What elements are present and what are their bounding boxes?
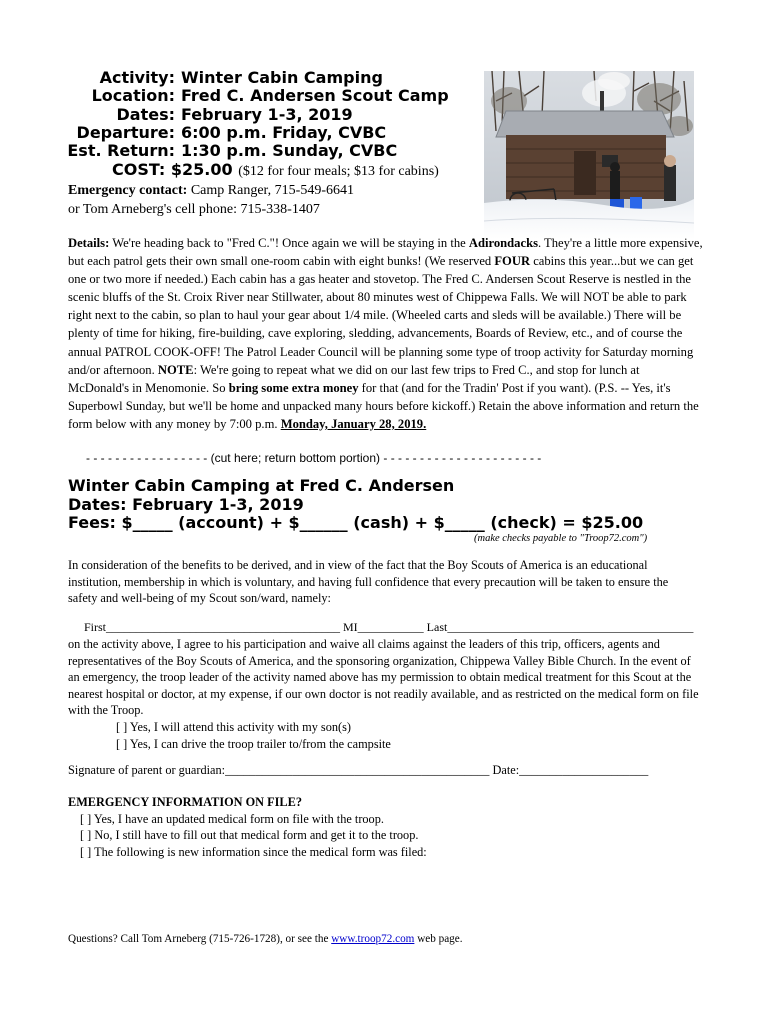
form-header bbox=[68, 477, 643, 533]
scout-name-field[interactable]: First_______________________________________ MI___________ Last_________________________________________ bbox=[84, 620, 694, 634]
return-label: Est. Return: bbox=[67, 141, 175, 161]
emergency-contact-label: Emergency contact: bbox=[68, 183, 188, 199]
adirondacks-text: Adirondacks bbox=[468, 236, 538, 250]
troop-website-link[interactable]: www.troop72.com bbox=[331, 933, 415, 945]
emergency-contact-value: Camp Ranger, 715-549-6641 bbox=[190, 183, 354, 199]
details-paragraph bbox=[68, 234, 703, 433]
emergency-contact bbox=[60, 181, 480, 200]
details-text-4: : We're going to repeat what we did on our last few trips to Fred C., and stop for lunch at McDonald's in Menomonie. So bbox=[68, 362, 640, 395]
form-title: Winter Cabin Camping at Fred C. Andersen bbox=[68, 476, 455, 495]
medical-new-info-checkbox[interactable]: [ ] The following is new information since the medical form was filed: bbox=[80, 844, 427, 859]
consent-paragraph: In consideration of the benefits to be derived, and in view of the fact that the Boy Scouts of America is an educational institution, membership in which is voluntary, and having full confidence that every precaution will be taken to ensure the safety and well-being of my Scout son/ward, namely: bbox=[68, 558, 669, 605]
cut-line: - - - - - - - - - - - - - - - - - (cut here; return bottom portion) - - - - - - - - - - - - - - - - - - - - - - bbox=[86, 451, 542, 465]
details-text-2: . They're a little more expensive, but each patrol gets their own small one-room cabin with eight bunks! (We reserved bbox=[68, 236, 703, 269]
activity-label: Activity: bbox=[99, 68, 175, 87]
activity-value: Winter Cabin Camping bbox=[181, 68, 383, 87]
attend-checkbox[interactable]: [ ] Yes, I will attend this activity with my son(s) bbox=[116, 719, 351, 734]
departure-row bbox=[60, 124, 480, 142]
alt-contact: or Tom Arneberg's cell phone: 715-338-1407 bbox=[68, 202, 320, 218]
cabin-photo bbox=[484, 71, 694, 239]
waiver-block bbox=[68, 636, 704, 752]
details-text-1: We're heading back to "Fred C."! Once again we will be staying in the bbox=[112, 236, 466, 250]
payable-note: (make checks payable to "Troop72.com") bbox=[474, 533, 648, 544]
dates-label: Dates: bbox=[116, 104, 175, 124]
cost-note: ($12 for four meals; $13 for cabins) bbox=[238, 164, 439, 180]
footer-text-end: web page. bbox=[417, 933, 463, 945]
extra-money-text: bring some extra money bbox=[228, 380, 359, 395]
departure-value: 6:00 p.m. Friday, CVBC bbox=[181, 122, 387, 142]
note-label: NOTE bbox=[157, 362, 194, 377]
details-text-3: cabins this year...but we can get one or two more if needed.) Each cabin has a gas heater and stovetop. The Fred C. Andersen Scout Reserve is nestled in the scenic bluffs of the St. Croix River near Stillwater, about 80 minutes west of Chippewa Falls. We will NOT be able to park right next to the cabin, so plan to haul your gear about 1/4 mile. (Wheeled carts and sleds will be available.) There will be plenty of time for hiking, fire-building, cave exploring, sledding, advancements, Boards of Review, etc., and of course the annual PATROL COOK-OFF! The Patrol Leader Council will be planning some type of troop activity for Saturday morning and/or afternoon. bbox=[68, 254, 694, 377]
dates-value: February 1-3, 2019 bbox=[181, 104, 353, 124]
cabin-photo-drawing bbox=[484, 71, 694, 239]
emergency-info-title: EMERGENCY INFORMATION ON FILE? bbox=[68, 795, 302, 809]
activity-row bbox=[60, 69, 480, 87]
waiver-paragraph: on the activity above, I agree to his participation and waive all claims against the leaders of this trip, officers, agents and representatives of the Boy Scouts of America, and the sponsoring organization, Chippewa Valley Bible Church. In the event of an emergency, the troop leader of the activity named above has my permission to obtain medical treatment for this Scout at the nearest hospital or doctor, at my expense, if our own doctor is not readily available, and as restricted on the medical form on file with the Troop. bbox=[68, 637, 699, 718]
footer bbox=[68, 933, 463, 945]
departure-label: Departure: bbox=[76, 122, 175, 142]
emergency-info bbox=[68, 794, 427, 860]
details-text-5: for that (and for the Tradin' Post if you want). (P.S. -- Yes, it's Superbowl Sunday, but we'll be home and unpacked many hours before kickoff.) Retain the above information and return the form below with any money by 7:00 p.m. bbox=[68, 380, 699, 431]
activity-header bbox=[60, 69, 480, 219]
dates-row bbox=[60, 106, 480, 124]
drive-checkbox[interactable]: [ ] Yes, I can drive the troop trailer to/from the campsite bbox=[116, 736, 391, 751]
medical-yes-checkbox[interactable]: [ ] Yes, I have an updated medical form on file with the troop. bbox=[80, 811, 384, 826]
signature-field[interactable]: Signature of parent or guardian:___________________________________________ Date:_____________________ bbox=[68, 763, 649, 777]
medical-no-checkbox[interactable]: [ ] No, I still have to fill out that medical form and get it to the troop. bbox=[80, 828, 419, 843]
location-label: Location: bbox=[91, 86, 175, 106]
return-row bbox=[60, 142, 480, 160]
four-text: FOUR bbox=[494, 254, 531, 269]
return-value: 1:30 p.m. Sunday, CVBC bbox=[181, 141, 398, 161]
form-fees: Fees: $_____ (account) + $______ (cash) + $_____ (check) = $25.00 bbox=[68, 513, 644, 532]
cost-label: COST: $25.00 bbox=[112, 160, 233, 180]
cost-row bbox=[60, 160, 480, 181]
form-dates: Dates: February 1-3, 2019 bbox=[68, 494, 304, 514]
location-row bbox=[60, 87, 480, 105]
details-label: Details: bbox=[68, 236, 110, 250]
footer-text: Questions? Call Tom Arneberg (715-726-1728), or see the bbox=[68, 933, 329, 945]
deadline-text: Monday, January 28, 2019. bbox=[280, 416, 427, 431]
location-value: Fred C. Andersen Scout Camp bbox=[181, 86, 449, 106]
